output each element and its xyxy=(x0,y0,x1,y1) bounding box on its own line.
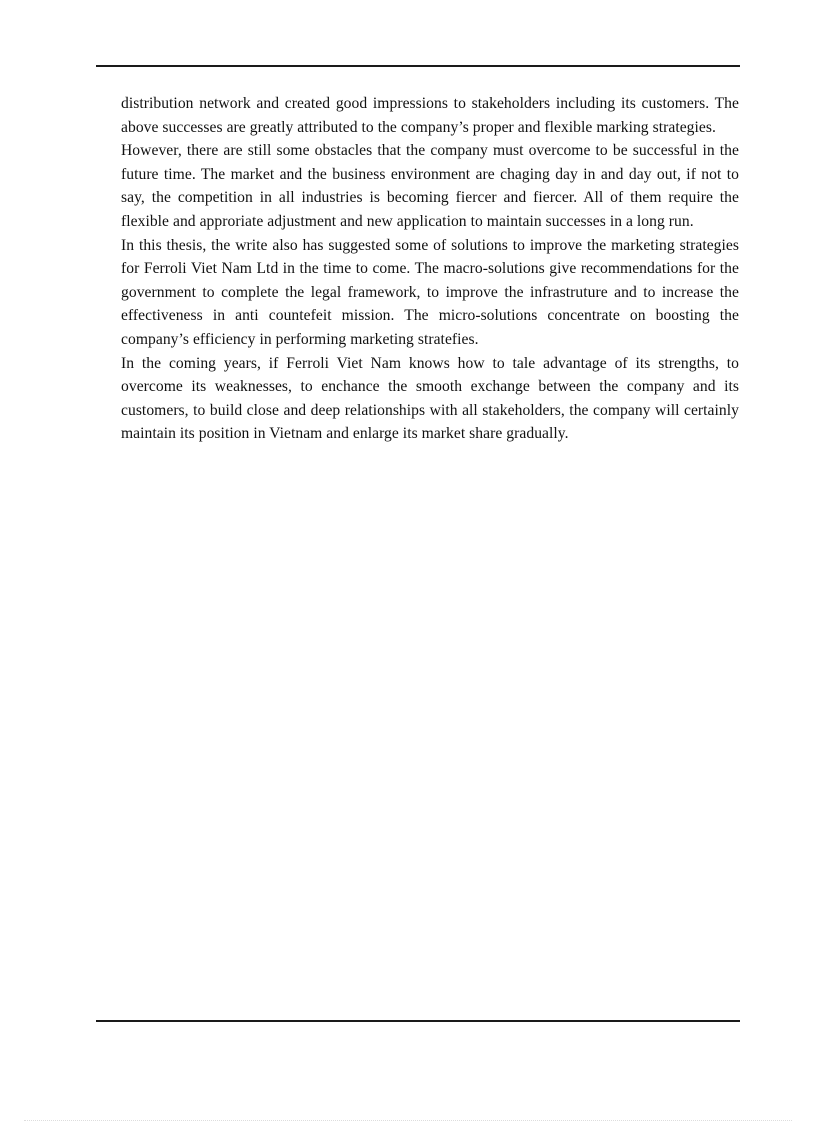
footer-rule xyxy=(96,1020,740,1022)
paragraph-4: In the coming years, if Ferroli Viet Nam knows how to tale advantage of its strengths, to overcome its weaknesses, to enchance the smooth exchange between the company and its customers, to build close and deep relationships with all stakeholders, the company will certainly maintain its position in Vietnam and enlarge its market share gradually. xyxy=(121,354,739,443)
paragraph-1: distribution network and created good impressions to stakeholders including its customers. The above successes are greatly attributed to the company’s proper and flexible marking strategies. xyxy=(121,95,739,136)
paragraph-3: In this thesis, the write also has suggested some of solutions to improve the marketing strategies for Ferroli Viet Nam Ltd in the time to come. The macro-solutions give recommendations for the government to complete the legal framework, to improve the infrastruture and to increase the effectiveness in anti countefeit mission. The micro-solutions concentrate on boosting the company’s efficiency in performing marketing stratefies. xyxy=(121,236,739,348)
page-edge-dotted-line xyxy=(24,1120,792,1121)
body-text xyxy=(121,92,739,446)
paragraph-2: However, there are still some obstacles that the company must overcome to be successful in the future time. The market and the business environment are chaging day in and day out, if not to say, the competition in all industries is becoming fiercer and fiercer. All of them require the flexible and approriate adjustment and new application to maintain successes in a long run. xyxy=(121,142,739,230)
header-rule xyxy=(96,65,740,67)
